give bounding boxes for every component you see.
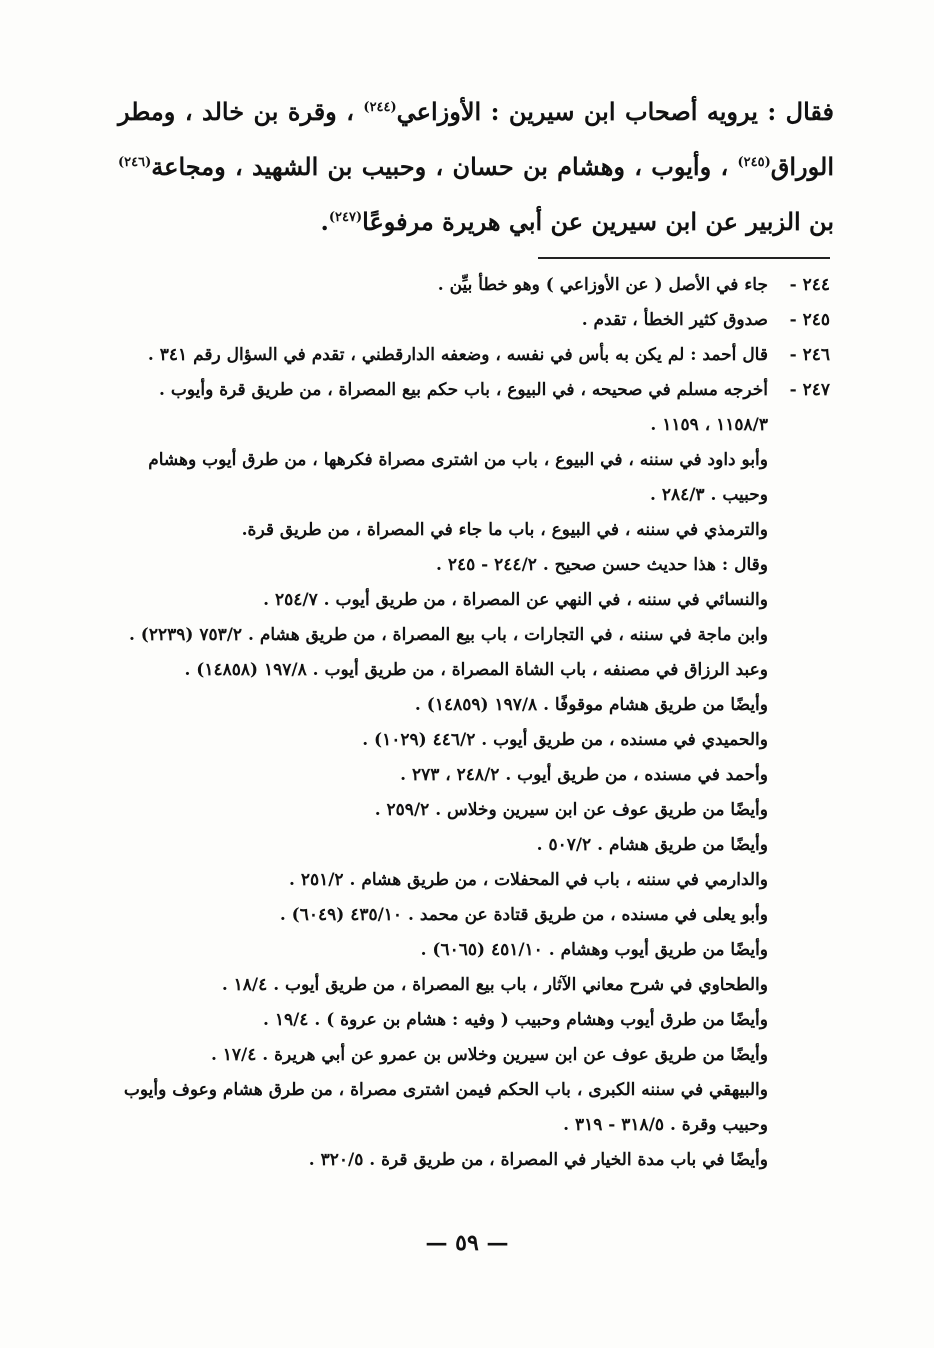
footnote-ref-244[interactable]: (٢٤٤): [363, 100, 397, 115]
source-line: وعبد الرزاق في مصنفه ، باب الشاة المصراة ، من طريق أيوب . ١٩٧/٨ (١٤٨٥٨) .: [184, 660, 768, 680]
footnote-number: ٢٤٦ -: [789, 345, 830, 365]
source-line: والحميدي في مسنده ، من طريق أيوب . ٤٤٦/٢ (١٠٢٩) .: [362, 730, 768, 750]
source-line: وأيضًا من طريق هشام موقوفًا . ١٩٧/٨ (١٤٨٥٩) .: [414, 695, 768, 715]
main-text-part-5: .: [320, 207, 329, 236]
footnote-244: [116, 268, 830, 303]
footnotes: [116, 268, 830, 1178]
source-line: والترمذي في سننه ، في البيوع ، باب ما جاء في المصراة ، من طريق قرة.: [241, 520, 768, 540]
main-text-part-1: فقال : يرويه أصحاب ابن سيرين : الأوزاعي: [396, 97, 835, 126]
source-line: وأحمد في مسنده ، من طريق أيوب . ٢٤٨/٢ ، ٢٧٣ .: [400, 765, 768, 785]
footnote-number: ٢٤٤ -: [789, 275, 830, 295]
footnote-text: أخرجه مسلم في صحيحه ، في البيوع ، باب حكم بيع المصراة ، من طريق قرة وأيوب . ١١٥٨/٣ ، ١١٥٩ .: [159, 380, 768, 435]
footnote-number: ٢٤٧ -: [789, 380, 830, 400]
footnote-ref-246[interactable]: (٢٤٦): [118, 155, 152, 170]
source-line: وأيضًا في باب مدة الخيار في المصراة ، من طريق قرة . ٣٢٠/٥ .: [308, 1150, 768, 1170]
source-line: وأيضًا من طريق هشام . ٥٠٧/٢ .: [536, 835, 768, 855]
page-number: — ٥٩ —: [425, 1230, 509, 1256]
footnote-246: [116, 338, 830, 373]
source-line: وأبو داود في سننه ، في البيوع ، باب من اشترى مصراة فكرهها ، من طرق أيوب وهشام وحبيب . ٢٨٤/٣ .: [148, 450, 768, 505]
source-line: وأيضًا من طرق أيوب وهشام وحبيب ( وفيه : هشام بن عروة ) . ١٩/٤ .: [262, 1010, 768, 1030]
source-line: وأبو يعلى في مسنده ، من طريق قتادة عن محمد . ٤٣٥/١٠ (٦٠٤٩) .: [279, 905, 768, 925]
source-line: وأيضًا من طريق عوف عن ابن سيرين وخلاس بن عمرو عن أبي هريرة . ١٧/٤ .: [210, 1045, 768, 1065]
footnote-ref-245[interactable]: (٢٤٥): [737, 155, 771, 170]
source-line: وأيضًا من طريق عوف عن ابن سيرين وخلاس . ٢٥٩/٢ .: [374, 800, 768, 820]
source-line: والطحاوي في شرح معاني الآثار ، باب بيع المصراة ، من طريق أيوب . ١٨/٤ .: [221, 975, 768, 995]
source-line: والدارمي في سننه ، باب في المحفلات ، من طريق هشام . ٢٥١/٢ .: [288, 870, 768, 890]
main-text-part-4: بن الزبير عن ابن سيرين عن أبي هريرة مرفوعًا: [362, 207, 834, 236]
footnote-text: قال أحمد : لم يكن به بأس في نفسه ، وضعفه الدارقطني ، تقدم في السؤال رقم ٣٤١ .: [147, 345, 768, 365]
main-text-part-3: ، وأيوب ، وهشام بن حسان ، وحبيب بن الشهيد ، ومجاعة: [151, 152, 729, 181]
footnote-247: [116, 373, 830, 443]
footnote-text: جاء في الأصل ( عن الأوزاعي ) وهو خطأ بيِّن .: [437, 275, 768, 295]
source-line: وابن ماجة في سننه ، في التجارات ، باب بيع المصراة ، من طريق هشام . ٧٥٣/٢ (٢٢٣٩) .: [128, 625, 768, 645]
footnote-text: صدوق كثير الخطأ ، تقدم .: [581, 310, 768, 330]
footnote-245: [116, 303, 830, 338]
main-paragraph: [118, 84, 834, 249]
main-text-part-2: ، وقرة بن خالد ، ومطر الوراق: [118, 97, 834, 181]
footnote-separator: [538, 257, 830, 259]
footnote-number: ٢٤٥ -: [789, 310, 830, 330]
footnote-ref-247[interactable]: (٢٤٧): [328, 210, 363, 225]
source-line: وقال : هذا حديث حسن صحيح . ٢٤٤/٢ - ٢٤٥ .: [436, 555, 768, 575]
source-line: والبيهقي في سننه الكبرى ، باب الحكم فيمن اشترى مصراة ، من طرق هشام وعوف وأيوب وحبيب وقرة . ٣١٨/٥ - ٣١٩ .: [123, 1080, 768, 1135]
source-line: وأيضًا من طريق أيوب وهشام . ٤٥١/١٠ (٦٠٦٥) .: [420, 940, 768, 960]
source-line: والنسائي في سننه ، في النهي عن المصراة ، من طريق أيوب . ٢٥٤/٧ .: [263, 590, 768, 610]
